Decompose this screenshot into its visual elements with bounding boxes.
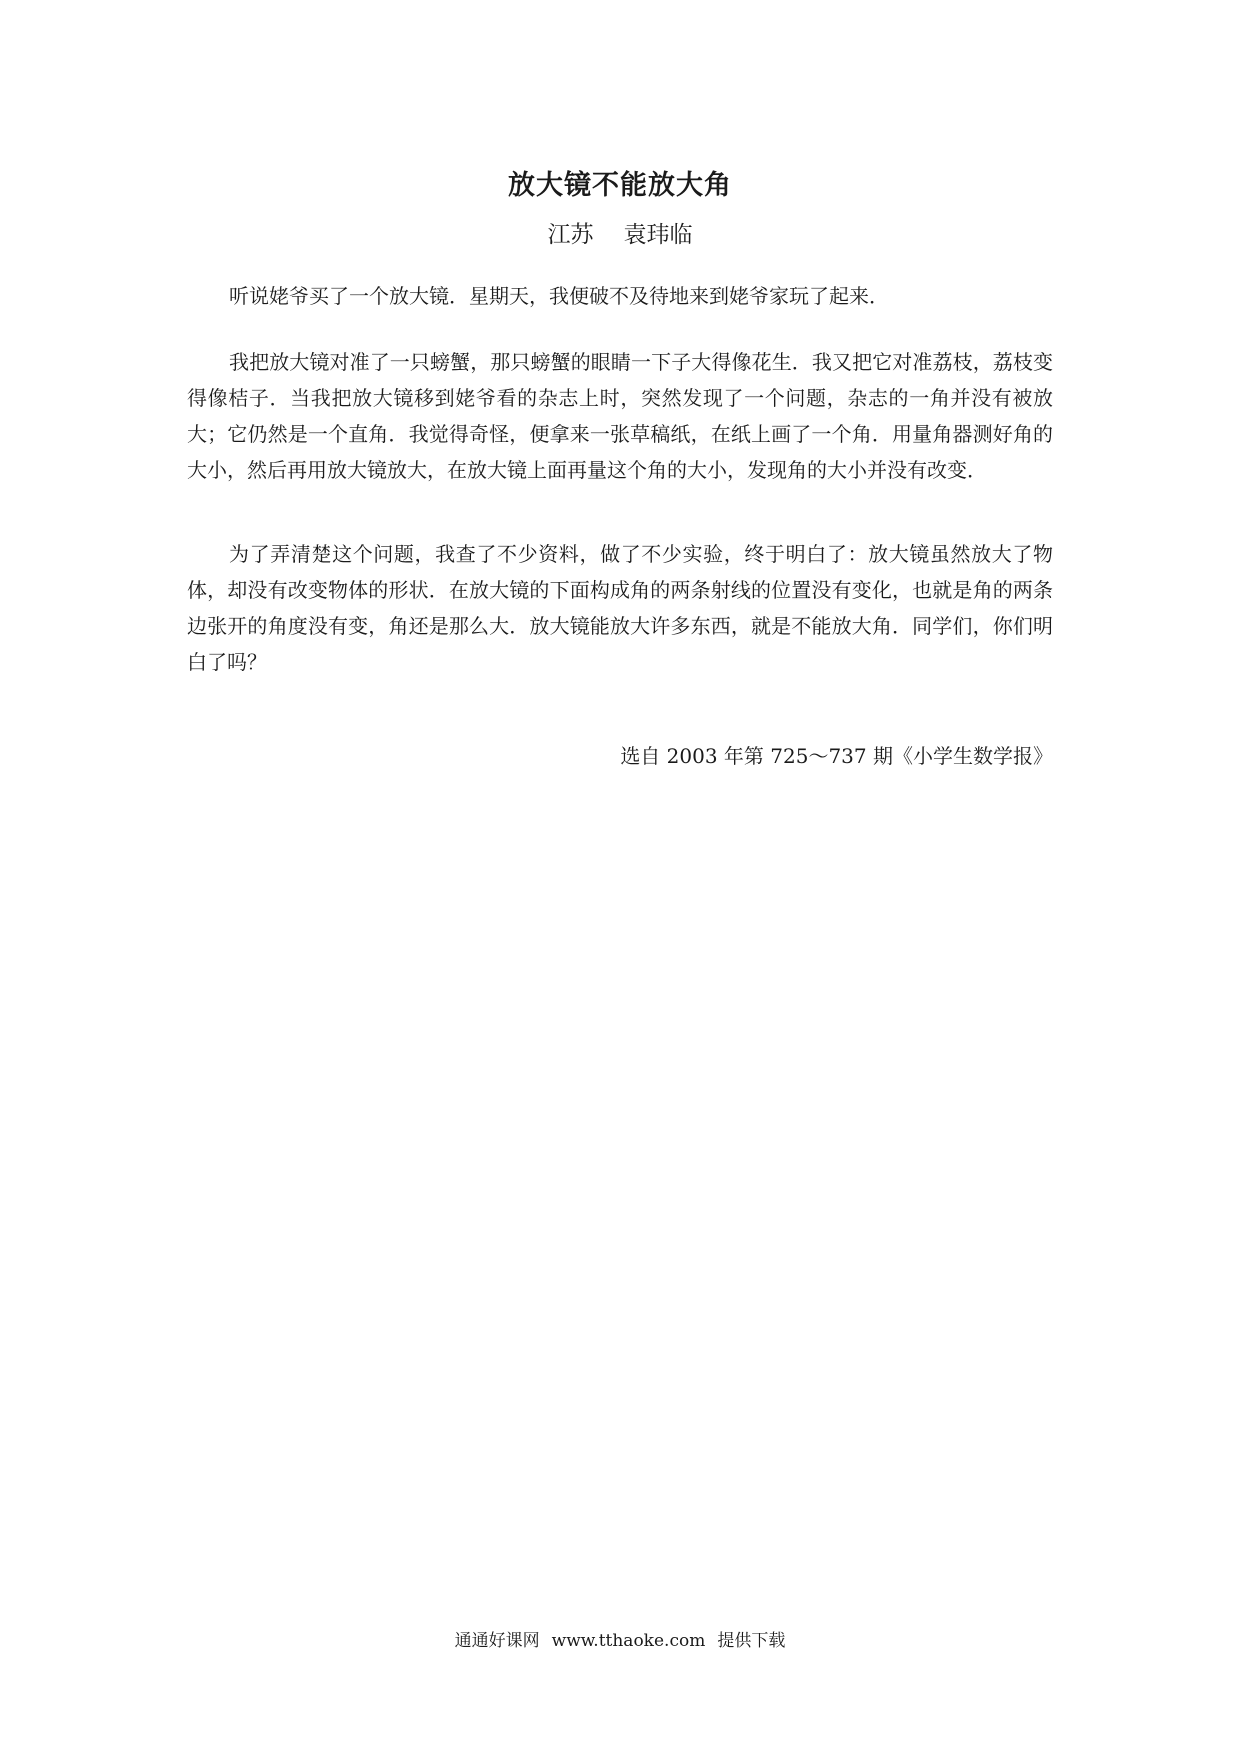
footer-site-name: 通通好课网 xyxy=(454,1631,540,1651)
author-region: 江苏 xyxy=(547,222,594,248)
footer-suffix: 提供下载 xyxy=(717,1631,786,1651)
paragraph-1: 听说姥爷买了一个放大镜．星期天，我便破不及待地来到姥爷家玩了起来． xyxy=(229,284,889,308)
footer xyxy=(0,1626,1240,1651)
author-name: 袁玮临 xyxy=(623,222,693,248)
paragraph-3: 为了弄清楚这个问题，我查了不少资料，做了不少实验，终于明白了：放大镜虽然放大了物体，却没有改变物体的形状．在放大镜的下面构成角的两条射线的位置没有变化，也就是角的两条边张开的角度没有变，角还是那么大．放大镜能放大许多东西，就是不能放大角．同学们，你们明白了吗？ xyxy=(187,542,1053,674)
paragraph-2: 我把放大镜对准了一只螃蟹，那只螃蟹的眼睛一下子大得像花生．我又把它对准荔枝，荔枝变得像桔子．当我把放大镜移到姥爷看的杂志上时，突然发现了一个问题，杂志的一角并没有被放大；它仍然是一个直角．我觉得奇怪，便拿来一张草稿纸，在纸上画了一个角．用量角器测好角的大小，然后再用放大镜放大，在放大镜上面再量这个角的大小，发现角的大小并没有改变． xyxy=(187,350,1053,482)
footer-url[interactable]: www.tthaoke.com xyxy=(551,1631,706,1651)
byline xyxy=(0,216,1240,249)
source-citation: 选自 2003 年第 725～737 期《小学生数学报》 xyxy=(620,744,1053,768)
article-title: 放大镜不能放大角 xyxy=(508,170,732,201)
